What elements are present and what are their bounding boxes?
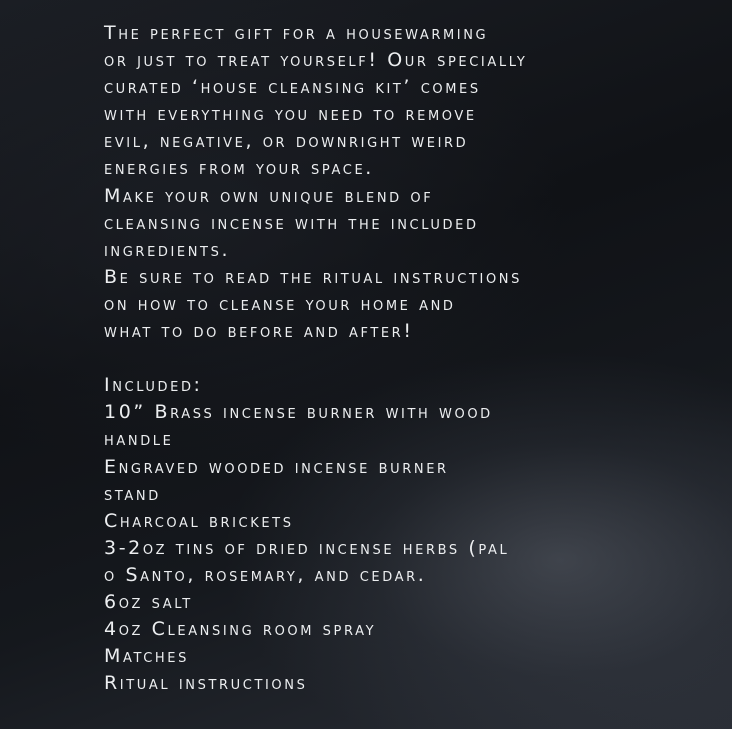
description-line: cleansing incense with the included	[104, 211, 479, 234]
included-item: Ritual instructions	[104, 672, 308, 695]
description-line: energies from your space.	[104, 157, 374, 180]
description-line: Make your own unique blend of	[104, 184, 434, 207]
included-item: 10” Brass incense burner with wood	[104, 401, 493, 424]
included-item: o Santo, rosemary, and cedar.	[104, 563, 427, 586]
description-line: evil, negative, or downright weird	[104, 130, 469, 153]
description-text-block	[104, 20, 704, 697]
included-item: Matches	[104, 645, 189, 668]
description-line: or just to treat yourself! Our specially	[104, 49, 528, 72]
description-line: curated ‘house cleansing kit’ comes	[104, 76, 481, 99]
description-line: what to do before and after!	[104, 320, 414, 343]
description-line: Be sure to read the ritual instructions	[104, 265, 522, 288]
included-item: 3-2oz tins of dried incense herbs (pal	[104, 536, 510, 559]
paragraph-gap	[104, 345, 704, 372]
description-line: The perfect gift for a housewarming	[104, 22, 489, 44]
included-item: Engraved wooded incense burner	[104, 455, 449, 478]
description-line: with everything you need to remove	[104, 103, 477, 126]
included-item: Charcoal brickets	[104, 509, 294, 532]
description-line: ingredients.	[104, 238, 231, 261]
included-item: handle	[104, 428, 174, 451]
included-heading: Included:	[104, 374, 203, 397]
included-item: 4oz Cleansing room spray	[104, 618, 377, 641]
included-item: stand	[104, 482, 161, 505]
included-item: 6oz salt	[104, 590, 193, 613]
description-line: on how to cleanse your home and	[104, 292, 456, 315]
